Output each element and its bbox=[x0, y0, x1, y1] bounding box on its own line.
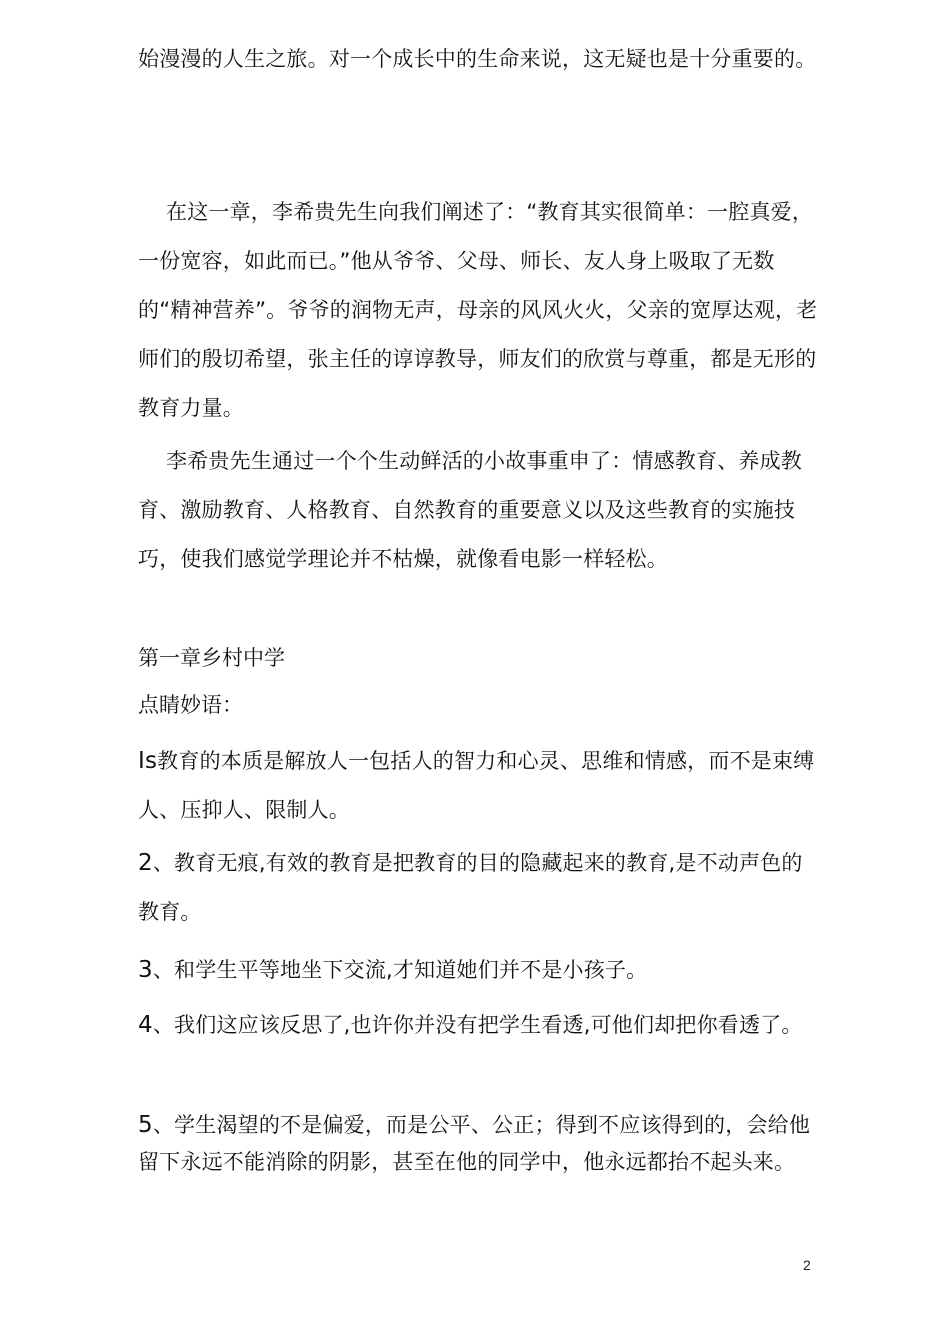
list-item-1 bbox=[138, 737, 822, 835]
list-item-number: 2 bbox=[138, 850, 153, 876]
paragraph-continuation: 始漫漫的人生之旅。对一个成长中的生命来说，这无疑也是十分重要的。 bbox=[138, 47, 817, 71]
paragraph-chapter-summary: 在这一章，李希贵先生向我们阐述了：“教育其实很简单：一腔真爱，一份宽容，如此而已。”他从爷爷、父母、师长、友人身上吸取了无数的“精神营养”。爷爷的润物无声，母亲的风风火火，父亲的宽厚达观，老师们的殷切希望，张主任的谆谆教导，师友们的欣赏与尊重，都是无形的教育力量。 bbox=[138, 200, 818, 420]
list-item-text: 、和学生平等地坐下交流,才知道她们并不是小孩子。 bbox=[152, 958, 648, 982]
list-item-text: 、我们这应该反思了,也许你并没有把学生看透,可他们却把你看透了。 bbox=[152, 1013, 803, 1037]
subheading: 点睛妙语： bbox=[138, 693, 243, 717]
list-item-2 bbox=[138, 839, 822, 937]
list-item-number: 5 bbox=[138, 1112, 153, 1138]
paragraph-stories-summary: 李希贵先生通过一个个生动鲜活的小故事重申了：情感教育、养成教育、激励教育、人格教育、自然教育的重要意义以及这些教育的实施技巧，使我们感觉学理论并不枯燥，就像看电影一样轻松。 bbox=[138, 449, 802, 571]
chapter-title: 第一章乡村中学 bbox=[138, 646, 285, 670]
page-number: 2 bbox=[803, 1257, 811, 1273]
list-item-text: 、教育无痕,有效的教育是把教育的目的隐藏起来的教育,是不动声色的教育。 bbox=[138, 851, 803, 924]
list-item-text: 教育的本质是解放人一包括人的智力和心灵、思维和情感，而不是束缚人、压抑人、限制人。 bbox=[138, 749, 815, 822]
list-item-number: 4 bbox=[138, 1012, 153, 1038]
list-item-3 bbox=[138, 946, 822, 995]
list-item-5 bbox=[138, 1107, 822, 1181]
list-item-text: 、学生渴望的不是偏爱，而是公平、公正；得到不应该得到的，会给他留下永远不能消除的阴影，甚至在他的同学中，他永远都抬不起头来。 bbox=[138, 1113, 811, 1174]
list-item-number: 3 bbox=[138, 957, 153, 983]
list-item-number: Is bbox=[138, 748, 158, 774]
list-item-4 bbox=[138, 1001, 822, 1050]
